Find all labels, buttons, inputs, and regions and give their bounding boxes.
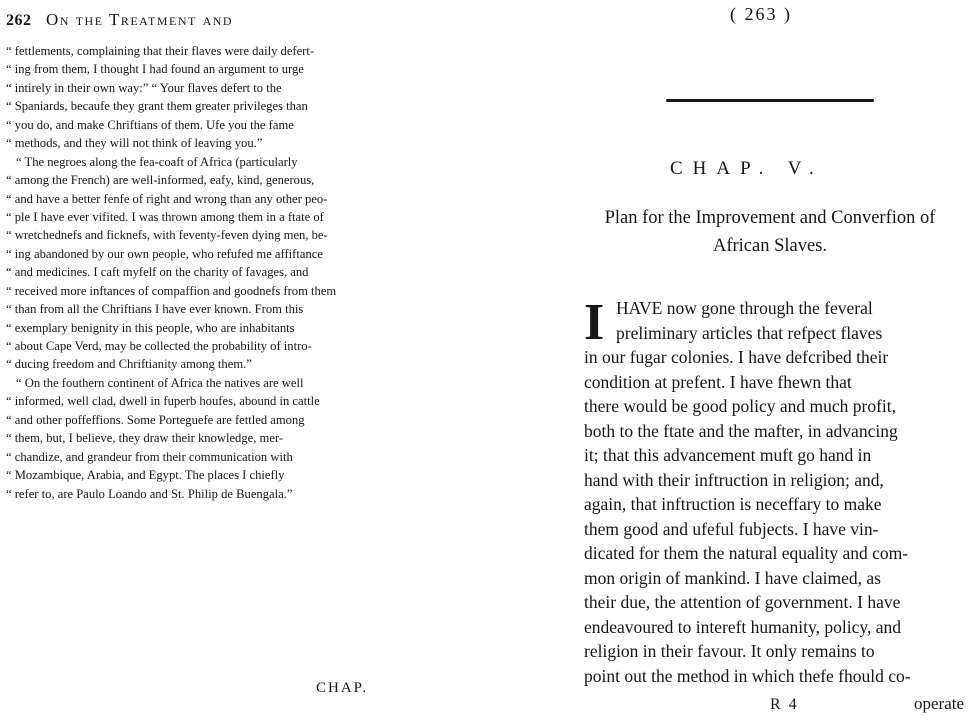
signature-mark: R 4 <box>770 696 799 713</box>
text-line: “ The negroes along the fea-coaft of Africa (particularly <box>16 154 298 169</box>
text-line: “ chandize, and grandeur from their communication with <box>6 449 293 464</box>
right-page <box>480 0 980 725</box>
text-line: point out the method in which thefe fhould co- <box>584 665 911 686</box>
text-line: again, that inftruction is neceffary to make <box>584 494 882 514</box>
decorative-rule <box>666 99 874 102</box>
text-line: hand with their inftruction in religion; and, <box>584 469 884 490</box>
left-page-number: 262 <box>6 12 32 29</box>
text-line: “ On the fouthern continent of Africa the natives are well <box>16 375 304 390</box>
text-line: “ ducing freedom and Chriftianity among them.” <box>6 357 252 372</box>
drop-cap: I <box>584 294 605 351</box>
text-line: HAVE now gone through the feveral <box>616 298 873 318</box>
right-text-block <box>584 296 970 688</box>
text-line: “ intirely in their own way:” “ Your flaves defert to the <box>6 80 282 95</box>
chapter-heading: CHAP. V. <box>670 158 824 179</box>
text-line: “ informed, well clad, dwell in fuperb houfes, abound in cattle <box>6 394 320 409</box>
text-line: “ exemplary benignity in this people, who are inhabitants <box>6 320 295 335</box>
text-line: “ refer to, are Paulo Loando and St. Philip de Buengala.” <box>6 486 293 501</box>
text-line: “ Mozambique, Arabia, and Egypt. The places I chiefly <box>6 468 285 483</box>
text-line: “ you do, and make Chriftians of them. Ufe you the fame <box>6 117 294 132</box>
text-line: them good and ufeful fubjects. I have vin- <box>584 518 879 539</box>
text-line: in our fugar colonies. I have defcribed their <box>584 347 889 367</box>
text-line: “ ing abandoned by our own people, who refufed me affiftance <box>6 246 323 261</box>
text-line: “ and other poffeffions. Some Porteguefe are fettled among <box>6 412 305 427</box>
text-line: “ methods, and they will not think of leaving you.” <box>6 136 263 151</box>
text-line: “ and medicines. I caft myfelf on the charity of favages, and <box>6 265 309 280</box>
text-line: “ fettlements, complaining that their flaves were daily defert- <box>6 44 315 58</box>
left-text-block <box>6 42 402 503</box>
text-line: “ ing from them, I thought I had found an argument to urge <box>6 62 304 77</box>
text-line: “ wretchednefs and ficknefs, with feventy-feven dying men, be- <box>6 228 328 243</box>
right-catchword: operate <box>914 694 965 713</box>
text-line: “ than from all the Chriftians I have ever known. From this <box>6 302 304 317</box>
right-page-number: ( 263 ) <box>730 4 792 24</box>
text-line: “ among the French) are well-informed, eafy, kind, generous, <box>6 173 315 188</box>
text-line: endeavoured to intereft humanity, policy, and <box>584 616 901 637</box>
text-line: dicated for them the natural equality and com- <box>584 543 909 563</box>
text-line: “ ple I have ever vifited. I was thrown among them in a ftate of <box>6 209 324 224</box>
text-line: “ received more inftances of compaffion and goodnefs from them <box>6 283 337 298</box>
text-line: there would be good policy and much profit, <box>584 396 897 416</box>
text-line: it; that this advancement muft go hand in <box>584 445 872 465</box>
chapter-title: Plan for the Improvement and Converfion of African Slaves. <box>604 208 936 256</box>
text-line: condition at prefent. I have fhewn that <box>584 371 852 392</box>
text-line: “ them, but, I believe, they draw their knowledge, mer- <box>6 431 284 446</box>
text-line: “ and have a better fenfe of right and wrong than any other peo- <box>6 191 328 206</box>
text-line: religion in their favour. It only remains to <box>584 641 875 661</box>
text-line: “ about Cape Verd, may be collected the probability of intro- <box>6 339 312 353</box>
running-head-title: On the Treatment and <box>46 10 234 29</box>
text-line: mon origin of mankind. I have claimed, as <box>584 567 881 588</box>
text-line: “ Spaniards, becaufe they grant them greater privileges than <box>6 99 308 114</box>
left-catchword: CHAP. <box>316 680 369 696</box>
running-head <box>6 10 426 30</box>
left-page <box>0 0 480 725</box>
text-line: both to the ftate and the mafter, in advancing <box>584 420 898 441</box>
text-line: preliminary articles that refpect flaves <box>616 322 883 343</box>
text-line: their due, the attention of government. I have <box>584 592 901 612</box>
